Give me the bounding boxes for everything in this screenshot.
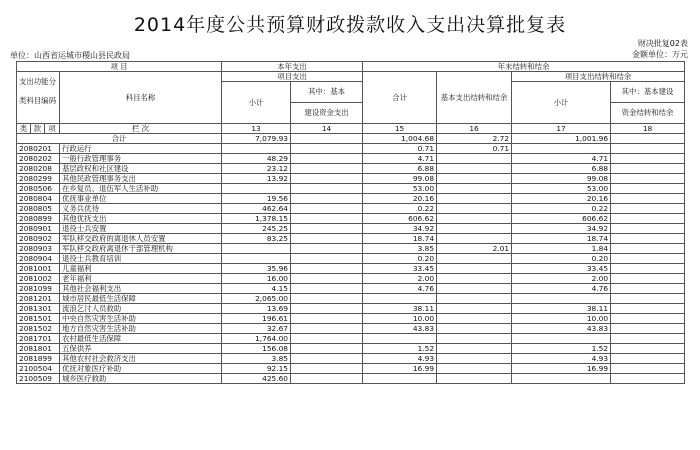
row-c17: 99.08 (512, 174, 611, 184)
row-c18 (611, 374, 685, 384)
row-c14 (291, 184, 363, 194)
row-name: 其他农村社会救济支出 (60, 354, 222, 364)
total-c13: 7,079.93 (222, 134, 291, 144)
row-c18 (611, 234, 685, 244)
row-c14 (291, 204, 363, 214)
row-c16 (437, 204, 512, 214)
row-c16 (437, 344, 512, 354)
row-code: 2081502 (17, 324, 60, 334)
header-subtotal-2: 小计 (512, 82, 611, 124)
table-row (17, 154, 685, 164)
table-row (17, 184, 685, 194)
row-c16: 2.01 (437, 244, 512, 254)
row-name: 农村最低生活保障 (60, 334, 222, 344)
table-row (17, 314, 685, 324)
row-c14 (291, 264, 363, 274)
total-row (17, 134, 685, 144)
row-c17 (512, 374, 611, 384)
row-code: 2080804 (17, 194, 60, 204)
row-c17 (512, 294, 611, 304)
total-label: 合计 (17, 134, 222, 144)
row-code: 2080805 (17, 204, 60, 214)
row-c14 (291, 334, 363, 344)
row-c14 (291, 144, 363, 154)
row-code: 2080202 (17, 154, 60, 164)
row-code: 2080901 (17, 224, 60, 234)
row-c16 (437, 374, 512, 384)
row-name: 其他优抚支出 (60, 214, 222, 224)
header-total: 合计 (363, 72, 437, 124)
row-name: 基层政权和社区建设 (60, 164, 222, 174)
row-c17: 33.45 (512, 264, 611, 274)
table-header (17, 62, 685, 144)
row-c17: 18.74 (512, 234, 611, 244)
total-c14 (291, 134, 363, 144)
row-c14 (291, 374, 363, 384)
row-c17: 0.20 (512, 254, 611, 264)
total-c15: 1,004.68 (363, 134, 437, 144)
row-c15: 0.71 (363, 144, 437, 154)
header-kuan: 款 (31, 124, 45, 134)
row-c14 (291, 324, 363, 334)
row-code: 2080506 (17, 184, 60, 194)
row-code: 2081099 (17, 284, 60, 294)
row-code: 2080904 (17, 254, 60, 264)
row-name: 地方自然灾害生活补助 (60, 324, 222, 334)
row-c14 (291, 354, 363, 364)
row-c15: 34.92 (363, 224, 437, 234)
row-c14 (291, 304, 363, 314)
row-c15: 38.11 (363, 304, 437, 314)
row-c13: 13.69 (222, 304, 291, 314)
row-c13: 92.15 (222, 364, 291, 374)
header-xiang: 项 (45, 124, 60, 134)
row-c13: 83.25 (222, 234, 291, 244)
table-row (17, 194, 685, 204)
row-code: 2081002 (17, 274, 60, 284)
row-c18 (611, 344, 685, 354)
row-name: 军队移交政府离退休干部管理机构 (60, 244, 222, 254)
row-code: 2081301 (17, 304, 60, 314)
row-c14 (291, 314, 363, 324)
row-c16 (437, 174, 512, 184)
row-c16 (437, 224, 512, 234)
header-item-balance: 项目支出结转和结余 (512, 72, 685, 82)
row-c13 (222, 254, 291, 264)
row-c18 (611, 304, 685, 314)
header-current-year-expense: 本年支出 (222, 62, 363, 72)
table-row (17, 334, 685, 344)
row-c16 (437, 314, 512, 324)
header-item-group: 项 目 (17, 62, 222, 72)
row-c17: 53.00 (512, 184, 611, 194)
row-c18 (611, 224, 685, 234)
row-c17: 4.71 (512, 154, 611, 164)
row-c17: 20.16 (512, 194, 611, 204)
table-row (17, 244, 685, 254)
row-code: 2080899 (17, 214, 60, 224)
header-construction-fund: 建设资金支出 (291, 103, 363, 124)
row-c13: 3.85 (222, 354, 291, 364)
row-c16 (437, 164, 512, 174)
row-c13: 1,378.15 (222, 214, 291, 224)
row-c18 (611, 214, 685, 224)
table-row (17, 204, 685, 214)
row-c18 (611, 154, 685, 164)
row-name: 城市居民最低生活保障 (60, 294, 222, 304)
row-c15: 4.93 (363, 354, 437, 364)
row-c18 (611, 194, 685, 204)
header-func-class-code: 支出功能分 (19, 77, 56, 86)
row-c16 (437, 194, 512, 204)
row-c17: 10.00 (512, 314, 611, 324)
row-c17: 0.22 (512, 204, 611, 214)
row-c15: 53.00 (363, 184, 437, 194)
col-num-18: 18 (611, 124, 685, 134)
row-c15: 3.85 (363, 244, 437, 254)
table-row (17, 324, 685, 334)
row-c17: 4.93 (512, 354, 611, 364)
row-name: 义务兵优待 (60, 204, 222, 214)
row-c18 (611, 274, 685, 284)
row-name: 其他社会福利支出 (60, 284, 222, 294)
total-c18 (611, 134, 685, 144)
row-code: 2081501 (17, 314, 60, 324)
table-row (17, 374, 685, 384)
row-c14 (291, 364, 363, 374)
row-c17: 6.88 (512, 164, 611, 174)
row-c14 (291, 244, 363, 254)
col-num-15: 15 (363, 124, 437, 134)
row-c18 (611, 324, 685, 334)
row-c16 (437, 234, 512, 244)
row-name: 优抚对象医疗补助 (60, 364, 222, 374)
row-c15: 606.62 (363, 214, 437, 224)
row-c16 (437, 214, 512, 224)
row-c13 (222, 184, 291, 194)
row-c15: 1.52 (363, 344, 437, 354)
row-c13: 462.64 (222, 204, 291, 214)
row-code: 2100504 (17, 364, 60, 374)
row-c14 (291, 164, 363, 174)
row-c17 (512, 334, 611, 344)
row-c13 (222, 144, 291, 154)
row-c18 (611, 294, 685, 304)
row-code: 2081201 (17, 294, 60, 304)
row-name: 老年福利 (60, 274, 222, 284)
row-c15: 2.00 (363, 274, 437, 284)
row-c18 (611, 364, 685, 374)
header-subject-name: 科目名称 (60, 72, 222, 124)
row-c16 (437, 184, 512, 194)
row-c15: 18.74 (363, 234, 437, 244)
total-c17: 1,001.96 (512, 134, 611, 144)
table-row (17, 274, 685, 284)
header-func-code (17, 72, 60, 124)
row-c17 (512, 144, 611, 154)
row-c15: 20.16 (363, 194, 437, 204)
row-c18 (611, 144, 685, 154)
row-c17: 1.52 (512, 344, 611, 354)
table-row (17, 284, 685, 294)
row-c13: 2,065.00 (222, 294, 291, 304)
row-c13: 245.25 (222, 224, 291, 234)
row-c18 (611, 354, 685, 364)
row-c14 (291, 284, 363, 294)
col-num-16: 16 (437, 124, 512, 134)
form-code: 财决批复02表 (637, 39, 688, 48)
row-c18 (611, 314, 685, 324)
row-c16: 0.71 (437, 144, 512, 154)
col-num-13: 13 (222, 124, 291, 134)
row-c14 (291, 254, 363, 264)
row-name: 在乡复员、退伍军人生活补助 (60, 184, 222, 194)
row-c17: 4.76 (512, 284, 611, 294)
row-c14 (291, 294, 363, 304)
row-c15: 33.45 (363, 264, 437, 274)
table-row (17, 164, 685, 174)
header-item-expense: 项目支出 (222, 72, 363, 82)
row-c13: 32.67 (222, 324, 291, 334)
row-name: 城乡医疗救助 (60, 374, 222, 384)
row-c13 (222, 244, 291, 254)
row-c13: 16.00 (222, 274, 291, 284)
row-c15 (363, 294, 437, 304)
row-c15: 99.08 (363, 174, 437, 184)
table-row (17, 214, 685, 224)
row-c16 (437, 264, 512, 274)
row-c17: 1.84 (512, 244, 611, 254)
row-c13: 196.61 (222, 314, 291, 324)
row-c15 (363, 374, 437, 384)
header-subtotal: 小计 (222, 82, 291, 124)
table-row (17, 364, 685, 374)
row-c18 (611, 244, 685, 254)
table-row (17, 304, 685, 314)
row-c14 (291, 274, 363, 284)
row-c18 (611, 264, 685, 274)
col-num-14: 14 (291, 124, 363, 134)
table-row (17, 174, 685, 184)
row-c15: 0.20 (363, 254, 437, 264)
report-meta (632, 38, 688, 60)
row-c14 (291, 194, 363, 204)
row-name: 流浪乞讨人员救助 (60, 304, 222, 314)
row-name: 优抚事业单位 (60, 194, 222, 204)
row-c17: 43.83 (512, 324, 611, 334)
row-c16 (437, 364, 512, 374)
unit-label: 单位：山西省运城市稷山县民政局 (10, 51, 130, 60)
row-name: 儿童福利 (60, 264, 222, 274)
row-c18 (611, 204, 685, 214)
table-row (17, 354, 685, 364)
header-of-which-basic: 其中：基本 (291, 82, 363, 103)
row-c16 (437, 154, 512, 164)
currency-unit: 金额单位：万元 (632, 50, 688, 59)
header-column-label: 栏 次 (60, 124, 222, 134)
total-c16: 2.72 (437, 134, 512, 144)
row-c18 (611, 254, 685, 264)
row-c17: 2.00 (512, 274, 611, 284)
row-code: 2080902 (17, 234, 60, 244)
row-c15: 16.99 (363, 364, 437, 374)
row-code: 2100509 (17, 374, 60, 384)
row-c13: 48.29 (222, 154, 291, 164)
table-row (17, 224, 685, 234)
row-c13: 425.60 (222, 374, 291, 384)
row-c14 (291, 154, 363, 164)
row-c13: 4.15 (222, 284, 291, 294)
row-c16 (437, 334, 512, 344)
row-c18 (611, 184, 685, 194)
row-name: 退役士兵安置 (60, 224, 222, 234)
approval-table (16, 61, 685, 384)
table-row (17, 234, 685, 244)
table-row (17, 254, 685, 264)
row-c13: 19.56 (222, 194, 291, 204)
row-name: 退役士兵教育培训 (60, 254, 222, 264)
row-c18 (611, 284, 685, 294)
row-c13: 35.96 (222, 264, 291, 274)
row-c15: 4.76 (363, 284, 437, 294)
row-c15 (363, 334, 437, 344)
table-row (17, 264, 685, 274)
row-c16 (437, 274, 512, 284)
row-c16 (437, 294, 512, 304)
row-c15: 43.83 (363, 324, 437, 334)
row-c17: 38.11 (512, 304, 611, 314)
row-c15: 10.00 (363, 314, 437, 324)
row-code: 2081001 (17, 264, 60, 274)
row-c18 (611, 334, 685, 344)
table-row (17, 144, 685, 154)
report-title: 2014年度公共预算财政拨款收入支出决算批复表 (133, 14, 567, 36)
row-c16 (437, 284, 512, 294)
row-c18 (611, 174, 685, 184)
row-c16 (437, 304, 512, 314)
row-c13: 13.92 (222, 174, 291, 184)
row-c15: 0.22 (363, 204, 437, 214)
row-code: 2081801 (17, 344, 60, 354)
row-name: 行政运行 (60, 144, 222, 154)
row-c15: 4.71 (363, 154, 437, 164)
header-of-which-basic-2: 其中：基本建设 (611, 82, 685, 103)
row-c17: 34.92 (512, 224, 611, 234)
row-name: 五保供养 (60, 344, 222, 354)
row-c14 (291, 224, 363, 234)
row-code: 2080299 (17, 174, 60, 184)
row-c17: 16.99 (512, 364, 611, 374)
row-c13: 23.12 (222, 164, 291, 174)
row-c14 (291, 234, 363, 244)
row-c16 (437, 324, 512, 334)
row-code: 2080208 (17, 164, 60, 174)
row-c14 (291, 174, 363, 184)
row-name: 军队移交政府的离退休人员安置 (60, 234, 222, 244)
header-year-end-balance: 年末结转和结余 (363, 62, 685, 72)
header-cat: 类 (17, 124, 31, 134)
row-c18 (611, 164, 685, 174)
row-c14 (291, 214, 363, 224)
row-code: 2081701 (17, 334, 60, 344)
row-c14 (291, 344, 363, 354)
table-body (17, 144, 685, 384)
row-c17: 606.62 (512, 214, 611, 224)
header-basic-balance: 基本支出结转和结余 (437, 72, 512, 124)
row-code: 2081899 (17, 354, 60, 364)
row-code: 2080201 (17, 144, 60, 154)
row-name: 中央自然灾害生活补助 (60, 314, 222, 324)
row-name: 其他民政管理事务支出 (60, 174, 222, 184)
row-c16 (437, 254, 512, 264)
table-row (17, 344, 685, 354)
header-class-subject-code: 类科目编码 (19, 96, 56, 106)
row-name: 一般行政管理事务 (60, 154, 222, 164)
col-num-17: 17 (512, 124, 611, 134)
row-code: 2080903 (17, 244, 60, 254)
table-row (17, 294, 685, 304)
row-c15: 6.88 (363, 164, 437, 174)
row-c13: 1,764.00 (222, 334, 291, 344)
row-c13: 156.08 (222, 344, 291, 354)
header-construction-balance: 资金结转和结余 (611, 103, 685, 124)
row-c16 (437, 354, 512, 364)
